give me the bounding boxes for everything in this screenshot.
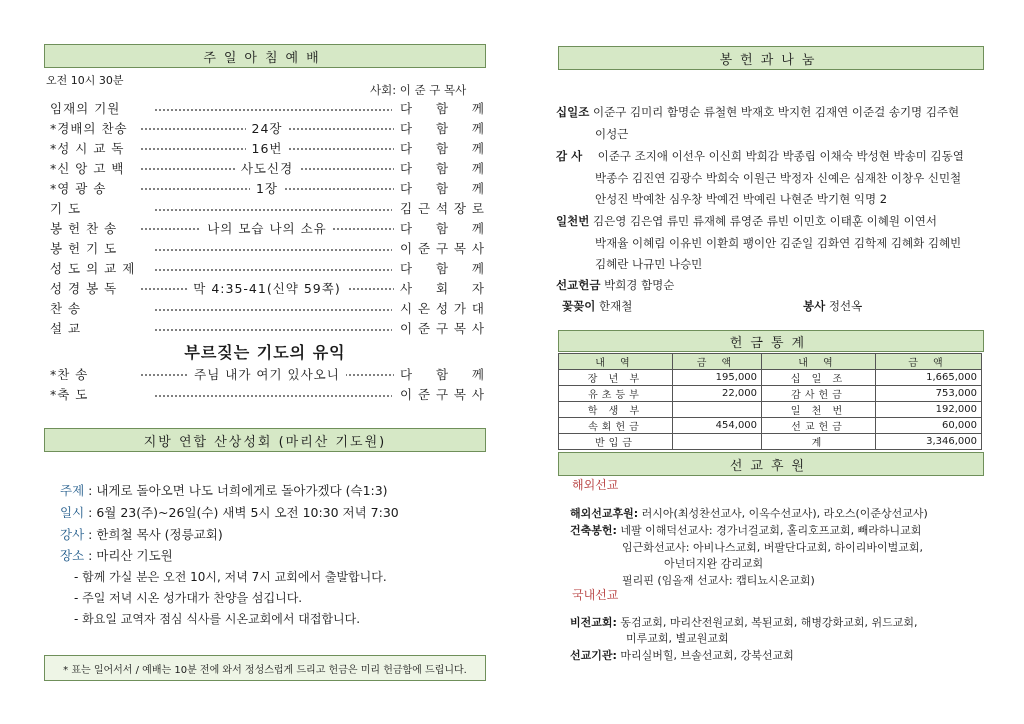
- stats-body: [559, 370, 982, 450]
- order-middle: 1장: [250, 181, 284, 196]
- leader-dots: [140, 279, 394, 297]
- stats-row: [559, 402, 982, 418]
- order-performer: 다 함 께: [400, 181, 484, 196]
- stats-cell: 속회헌금: [559, 418, 673, 434]
- retreat-theme-label: 주제: [60, 483, 85, 498]
- mission-label: 선교헌금: [556, 278, 601, 292]
- stats-col-amount-2: 금 액: [875, 354, 981, 370]
- stats-row: [559, 386, 982, 402]
- order-label: 설 교: [50, 321, 82, 336]
- stats-row: [559, 418, 982, 434]
- vision-text-1: 동검교회, 마리산전원교회, 복된교회, 해병강화교회, 위드교회,: [620, 616, 918, 629]
- stats-cell: 3,346,000: [875, 434, 981, 450]
- thanks-label: 감 사: [556, 149, 583, 163]
- closing-label: *찬 송: [50, 367, 89, 382]
- stats-cell: 선교헌금: [762, 418, 876, 434]
- leader-dots: [140, 159, 394, 177]
- order-performer: 다 함 께: [400, 101, 484, 116]
- domestic-title: 국내선교: [572, 588, 619, 602]
- leader-dots: [140, 365, 394, 383]
- build-label: 건축봉헌:: [570, 524, 617, 537]
- vision-label: 비전교회:: [570, 616, 617, 629]
- overseas-row: [570, 505, 928, 521]
- closing-performer: 이 준 구 목 사: [400, 387, 484, 402]
- weekly-names-1: 김은영 김은엽 류민 류재혜 류영준 류빈 이민호 이태훈 이혜원 이연서: [592, 214, 937, 228]
- stats-cell: 감사헌금: [762, 386, 876, 402]
- stats-header: [558, 330, 984, 352]
- stats-col-amount-1: 금 액: [672, 354, 761, 370]
- leader-dots: [154, 299, 392, 313]
- stats-cell: 60,000: [875, 418, 981, 434]
- overseas-text: 러시아(최성찬선교사, 이옥수선교사), 라오스(이준상선교사): [641, 507, 928, 520]
- retreat-theme-text: : 내게로 돌아오면 나도 너희에게로 돌아가겠다 (슥1:3): [88, 483, 388, 498]
- order-middle: 16번: [246, 141, 289, 156]
- order-label: 찬 송: [50, 301, 82, 316]
- retreat-header-text: 지방 연합 산상성회 (마리산 기도원): [143, 434, 387, 450]
- order-label: *신 앙 고 백: [50, 161, 125, 176]
- vision-text-2: 미루교회, 별교원교회: [626, 632, 729, 645]
- leader-dots: [154, 259, 392, 273]
- order-label: 기 도: [50, 201, 82, 216]
- stats-row: [559, 434, 982, 450]
- retreat-speaker: [60, 525, 223, 543]
- stats-cell: 192,000: [875, 402, 981, 418]
- offering-header-text: 봉헌과나눔: [719, 52, 823, 68]
- order-performer: 다 함 께: [400, 261, 484, 276]
- order-performer: 다 함 께: [400, 121, 484, 136]
- support-header-text: 선교후원: [729, 458, 813, 474]
- offering-header: [558, 46, 984, 70]
- stats-cell: 반입금: [559, 434, 673, 450]
- retreat-note-3: - 화요일 교역자 점심 식사를 시온교회에서 대접합니다.: [74, 612, 361, 626]
- leader-dots: [154, 385, 392, 399]
- leader-dots: [154, 99, 392, 113]
- stats-cell: [672, 402, 761, 418]
- retreat-note-1: - 함께 가실 분은 오전 10시, 저녁 7시 교회에서 출발합니다.: [74, 570, 387, 584]
- worship-header-text: 주일아침예배: [203, 50, 327, 66]
- flower-name: 한재철: [598, 299, 633, 313]
- order-performer: 이 준 구 목 사: [400, 241, 484, 256]
- order-row: [44, 317, 486, 337]
- leader-dots: [154, 319, 392, 333]
- build-text-2: 임근화선교사: 아비나스교회, 버팔단다교회, 하이리바이벌교회,: [622, 541, 923, 554]
- stats-cell: 753,000: [875, 386, 981, 402]
- weekly-names-2: 박재율 이혜림 이유빈 이환희 팽이안 김준일 김화연 김학제 김혜화 김혜빈: [595, 236, 962, 250]
- order-row: [44, 297, 486, 317]
- build-text-4: 필리핀 (임올재 선교사: 캡티뇨시온교회): [622, 574, 815, 587]
- retreat-theme: [60, 481, 388, 499]
- footnote-box: [44, 655, 486, 681]
- mission-row: [556, 277, 674, 293]
- thanks-names-1: 이준구 조지애 이선우 이신희 박희감 박종립 이채숙 박성현 박송미 김동열: [597, 149, 964, 163]
- thanks-row-1: [556, 148, 964, 164]
- order-performer: 다 함 께: [400, 141, 484, 156]
- worship-time: 오전 10시 30분: [46, 74, 124, 87]
- order-performer: 다 함 께: [400, 161, 484, 176]
- stats-cell: 학 생 부: [559, 402, 673, 418]
- service-label: 봉사: [803, 299, 826, 313]
- order-performer: 시 온 성 가 대: [400, 301, 484, 316]
- stats-cell: 유초등부: [559, 386, 673, 402]
- presider: 사회: 이 준 구 목사: [370, 83, 467, 97]
- stats-cell: 장 년 부: [559, 370, 673, 386]
- order-performer: 김 근 석 장 로: [400, 201, 484, 216]
- org-label: 선교기관:: [570, 649, 617, 662]
- stats-col-item-2: 내 역: [762, 354, 876, 370]
- flower-row: [562, 298, 632, 314]
- order-row: [44, 277, 486, 297]
- service-name: 정선옥: [828, 299, 863, 313]
- leader-dots: [140, 219, 394, 237]
- org-row: [570, 647, 794, 663]
- stats-cell: 195,000: [672, 370, 761, 386]
- order-label: 임재의 기원: [50, 101, 121, 116]
- order-performer: 이 준 구 목 사: [400, 321, 484, 336]
- order-row: [44, 237, 486, 257]
- tithe-names-1: 이준구 김미리 함명순 류철현 박재호 박지헌 김재연 이준걸 송기명 김주현: [592, 105, 960, 119]
- order-row: [44, 137, 486, 157]
- order-label: *경배의 찬송: [50, 121, 128, 136]
- leader-dots: [154, 199, 392, 213]
- order-row: [44, 217, 486, 237]
- leader-dots: [140, 139, 394, 157]
- stats-header-text: 헌금통계: [729, 335, 813, 351]
- stats-cell: 454,000: [672, 418, 761, 434]
- retreat-date-text: : 6월 23(주)~26일(수) 새벽 5시 오전 10:30 저녁 7:30: [88, 505, 399, 520]
- tithe-label: 십일조: [556, 105, 590, 119]
- thanks-names-2: 박종수 김진연 김광수 박희숙 이원근 박정자 신예은 심재찬 이창우 신민철: [595, 171, 962, 185]
- order-label: *성 시 교 독: [50, 141, 125, 156]
- retreat-place-text: : 마리산 기도원: [88, 548, 173, 563]
- order-label: 봉 헌 찬 송: [50, 221, 118, 236]
- weekly-label: 일천번: [556, 214, 590, 228]
- order-middle: 24장: [246, 121, 289, 136]
- stats-cell: 일 천 번: [762, 402, 876, 418]
- overseas-title: 해외선교: [572, 478, 619, 492]
- retreat-speaker-text: : 한희철 목사 (정릉교회): [88, 527, 223, 542]
- order-row: [44, 257, 486, 277]
- order-label: *영 광 송: [50, 181, 107, 196]
- stats-cell: 22,000: [672, 386, 761, 402]
- weekly-row-1: [556, 213, 937, 229]
- stats-col-item-1: 내 역: [559, 354, 673, 370]
- thanks-names-3: 안성진 박예찬 심우창 박예건 박예린 나현준 박기현 익명 2: [595, 192, 888, 206]
- closing-label: *축 도: [50, 387, 89, 402]
- worship-header: [44, 44, 486, 68]
- closing-row: [44, 363, 486, 383]
- retreat-date: [60, 503, 399, 521]
- closing-middle: 주님 내가 여기 있사오니: [188, 367, 346, 382]
- service-row: [803, 298, 862, 314]
- weekly-names-3: 김혜란 나규민 나승민: [595, 257, 703, 271]
- leader-dots: [140, 119, 394, 137]
- order-label: 봉 헌 기 도: [50, 241, 118, 256]
- order-middle: 막 4:35-41(신약 59쪽): [187, 281, 346, 296]
- order-label: 성 도 의 교 제: [50, 261, 136, 276]
- flower-label: 꽃꽂이: [562, 299, 596, 313]
- order-label: 성 경 봉 독: [50, 281, 118, 296]
- retreat-speaker-label: 강사: [60, 527, 85, 542]
- retreat-note-2: - 주일 저녁 시온 성가대가 찬양을 섬깁니다.: [74, 591, 303, 605]
- stats-head-row: [559, 354, 982, 370]
- stats-cell: 계: [762, 434, 876, 450]
- retreat-place-label: 장소: [60, 548, 85, 563]
- order-row: [44, 197, 486, 217]
- order-middle: 사도신경: [235, 161, 299, 176]
- stats-cell: [672, 434, 761, 450]
- order-performer: 다 함 께: [400, 221, 484, 236]
- support-header: [558, 452, 984, 476]
- leader-dots: [154, 239, 392, 253]
- order-performer: 사 회 자: [400, 281, 484, 296]
- overseas-label: 해외선교후원:: [570, 507, 639, 520]
- leader-dots: [140, 179, 394, 197]
- build-text-3: 아넌더지완 감리교회: [664, 557, 764, 570]
- order-row: [44, 177, 486, 197]
- retreat-date-label: 일시: [60, 505, 85, 520]
- footnote-text: * 표는 일어서서 / 예배는 10분 전에 와서 정성스럽게 드리고 헌금은 미리 헌금함에 드립니다.: [63, 664, 467, 676]
- sermon-title: 부르짖는 기도의 유익: [184, 343, 346, 362]
- vision-row-1: [570, 614, 918, 630]
- org-text: 마리실버힐, 브솔선교회, 강북선교회: [620, 649, 794, 662]
- closing-row: [44, 383, 486, 403]
- stats-cell: 십 일 조: [762, 370, 876, 386]
- build-text-1: 네팔 이해덕선교사: 경가너걸교회, 홀리호프교회, 빼라하니교회: [620, 524, 922, 537]
- tithe-names-2: 이성근: [595, 127, 629, 141]
- tithe-row-1: [556, 104, 959, 120]
- offering-stats-table: [558, 353, 982, 450]
- order-middle: 나의 모습 나의 소유: [201, 221, 333, 236]
- order-row: [44, 97, 486, 117]
- build-row-1: [570, 522, 921, 538]
- mission-names: 박희경 함명순: [604, 278, 675, 292]
- retreat-header: [44, 428, 486, 452]
- stats-cell: 1,665,000: [875, 370, 981, 386]
- stats-row: [559, 370, 982, 386]
- order-row: [44, 117, 486, 137]
- retreat-place: [60, 546, 173, 564]
- closing-performer: 다 함 께: [400, 367, 484, 382]
- order-row: [44, 157, 486, 177]
